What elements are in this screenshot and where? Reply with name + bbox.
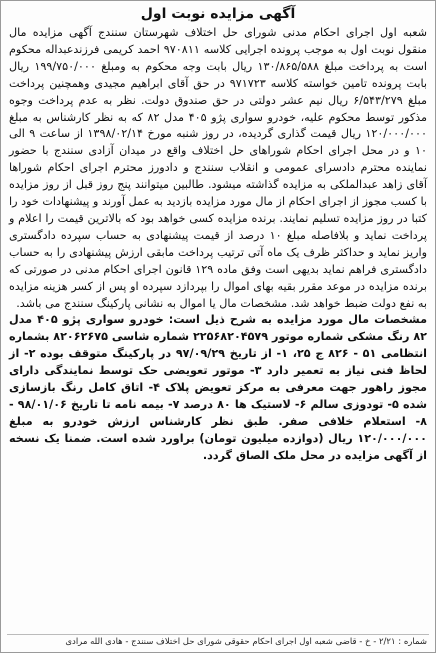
footer-divider — [7, 634, 429, 635]
notice-footer-signature: شماره : ۲/۲۱ - خ - قاضی شعبه اول اجرای احکام حقوقی شورای حل اختلاف سنندج - هادی الله مرادی — [65, 637, 427, 647]
notice-property-specs: مشخصات مال مورد مزایده به شرح ذیل است: خودرو سواری پژو ۴۰۵ مدل ۸۲ رنگ مشکی شماره موتور ۲۲۵۶۸۲۰۴۵۷۹ شماره شاسی ۸۲۰۶۲۶۷۵ بشماره انتظامی ۵۱ - ۸۲۶ ج ۲۵، ۱- از تاریخ ۹۷/۰۹/۲۹ در پارکینگ متوقف بوده ۲- از لحاظ فنی نیاز به تعمیر دارد ۳- موتور تعویضی حک توسط نمایندگی دارای مجوز راهور جهت معرفی به مرکز تعویض پلاک ۴- اتاق کامل رنگ بازسازی شده ۵- تودوزی سالم ۶- لاستیک ها ۸۰ درصد ۷- بیمه نامه تا تاریخ ۹۸/۰۱/۰۶ - ۸- استعلام خلافی صفر. طبق نظر کارشناس ارزش خودرو به مبلغ ۱۲۰/۰۰۰/۰۰۰ ریال (دوازده میلیون تومان) براورد شده است. ضمنا یک نسخه از آگهی مزایده در محل ملک الصاق گردد. — [9, 313, 428, 462]
notice-title: آگهی مزایده نوبت اول — [140, 6, 296, 22]
notice-body-paragraph: شعبه اول اجرای احکام مدنی شورای حل اختلاف شهرستان سنندج آگهی مزایده مال منقول نوبت اول به موجب پرونده اجرایی کلاسه ۹۷۰۸۱۱ احمد کریمی فرزندعبداله محکوم است به پرداخت مبلغ ۱۳۰/۸۶۵/۵۸۸ ریال بابت وجه محکوم به ومبلغ ۱۹۹/۷۵۰/۰۰۰ ریال بابت پرونده تامین خواسته کلاسه ۹۷۱۷۲۳ در حق آقای ابراهیم مجیدی وهمچنین پرداخت مبلغ ۶/۵۴۳/۲۷۹ ریال نیم عشر دولتی در حق صندوق دولت. نظر به عدم پرداخت وجوه مذکور توسط محکوم علیه، خودرو سواری پژو ۴۰۵ مدل ۸۲ که به نظر کارشناس به مبلغ ۱۲۰/۰۰۰/۰۰۰ ریال قیمت گذاری گردیده، در روز شنبه مورخ ۱۳۹۸/۰۲/۱۴ از ساعت ۹ الی ۱۰ و در محل اجرای احکام شوراهای حل اختلاف واقع در میدان آزادی سنندج با حضور نماینده محترم دادسرای عمومی و انقلاب سنندج و دادورز محترم اجرای احکام شوراها آقای زاهد عبدالملکی به مزایده گذاشته میشود. طالبین میتوانند پنج روز قبل از روز مزایده با کسب مجوز از اجرای احکام از مال مورد مزایده بازدید به عمل آورند و پیشنهادات خود را کتبا در روز مزایده تسلیم نمایند. برنده مزایده کسی خواهد بود که بالاترین قیمت را اعلام و پرداخت نماید و بلافاصله مبلغ ۱۰ درصد از قیمت پیشنهادی به حساب سپرده دادگستری واریز نماید و حداکثر ظرف یک ماه آتی ترتیب پرداخت مابقی ارزش پیشنهادی را به حساب دادگستری فراهم نماید بدیهی است وفق ماده ۱۲۹ قانون اجرای احکام مدنی در صورتی که برنده مزایده در موعد مقرر بقیه بهای اموال را بپردازد سپرده او پس از کسر هزینه مزایده به نفع دولت ضبط خواهد شد. مشخصات مال یا اموال به نشانی پارکینگ سنندج می باشد. — [9, 26, 428, 310]
